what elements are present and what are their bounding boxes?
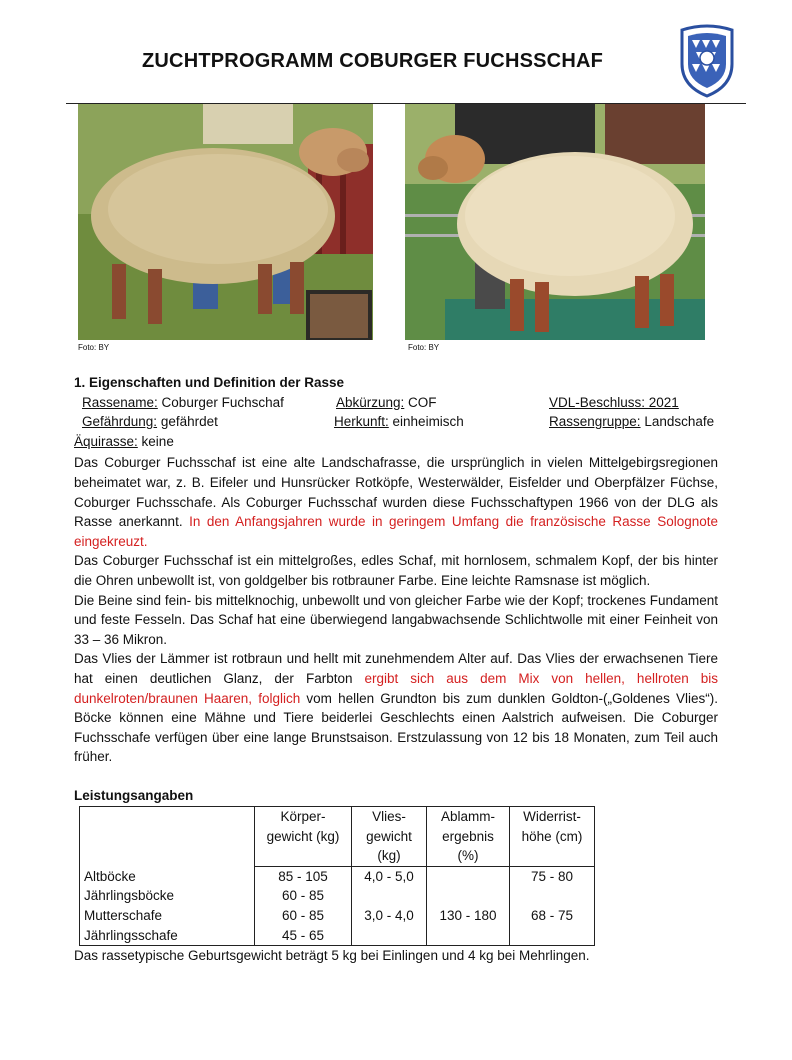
withers-height-values: 75 - 80 68 - 75 [510,866,595,945]
meta-row-1 [74,393,718,413]
table-corner-cell [80,807,255,867]
abbreviation-field: Abkürzung: COF [336,394,437,410]
bavarian-crest-logo [678,24,736,98]
sheep-photo-right [405,104,705,340]
meta-row-2 [74,412,718,432]
table-header-row [80,807,595,867]
document-body [74,373,718,966]
paragraph-2: Das Coburger Fuchsschaf ist ein mittelgroßes, edles Schaf, mit hornlosem, schmalem Kopf, der bis hinter die Ohren unbewollt ist, von goldgelber bis rotbrauner Farbe. Eine leichte Ramsnase ist möglich. [74,553,718,588]
paragraph-3: Die Beine sind fein- bis mittelknochig, unbewollt und von gleicher Farbe wie der Kopf; trockenes Fundament und feste Fesseln. Das Schaf hat eine überwiegend langabwachsende Schlichtwolle mit einer Feinheit von 33 – 36 Mikron. [74,592,718,647]
origin-field: Herkunft: einheimisch [334,414,464,430]
vdl-resolution-field: VDL-Beschluss: 2021 [549,394,679,410]
page-title: ZUCHTPROGRAMM COBURGER FUCHSSCHAF [142,50,604,72]
sheep-photo-left [78,104,373,340]
paragraph-1: Das Coburger Fuchsschaf ist eine alte Landschafrasse, die ursprünglich in vielen Mittelgebirgsregionen beheimatet war, z. B. Eifeler und Hunsrücker Rotköpfe, Westerwälder, Eisfelder und Oberpfälzer Füchse, Coburger Fuchsschafe. Als Coburger Fuchsschaf wurden diese Fuchsschaftypen 1966 von der DLG als Rasse anerkannt. In den Anfangsjahren wurde in geringem Umfang die französische Rasse Solognote eingekreuzt. [74,455,719,549]
header-withers-height: Widerrist-höhe (cm) [510,807,595,867]
header-body-weight: Körper-gewicht (kg) [255,807,352,867]
equivalent-breed-field: Äquirasse: keine [74,433,174,449]
fleece-weight-values: 4,0 - 5,0 3,0 - 4,0 [352,866,427,945]
body-weight-values: 85 - 105 60 - 85 60 - 85 45 - 65 [255,866,352,945]
section-heading: 1. Eigenschaften und Definition der Rasse [74,375,345,390]
meta-row-3 [74,432,718,452]
performance-heading: Leistungsangaben [74,788,194,804]
breed-name-field: Rassename: Coburger Fuchschaf [82,394,284,410]
header-fleece-weight: Vlies-gewicht (kg) [352,807,427,867]
breed-group-field: Rassengruppe: Landschafe [549,414,715,430]
photo-credit-left: Foto: BY [78,343,110,352]
birth-weight-note: Das rassetypische Geburtsgewicht beträgt 5 kg bei Einlingen und 4 kg bei Mehrlingen. [74,948,590,964]
performance-table [79,806,595,946]
paragraph-4: Das Vlies der Lämmer ist rotbraun und hellt mit zunehmendem Alter auf. Das Vlies der erwachsenen Tiere hat einen deutlichen Glanz, der Farbton ergibt sich aus dem Mix von hellen, hellroten bis dunkelroten/braunen Haaren, folglich vom hellen Grundton bis zum dunklen Goldton-(„Goldenes Vlies“). Böcke können eine Mähne und Tiere beiderlei Geschlechts einen Aalstrich aufweisen. Die Coburger Fuchsschafe verfügen über eine lange Brunstsaison. Erstzulassung von 12 bis 18 Monaten, zum Teil auch früher. [74,651,718,765]
endangerment-field: Gefährdung: gefährdet [82,414,218,430]
lambing-result-values: 130 - 180 [427,866,510,945]
row-labels: Altböcke Jährlingsböcke Mutterschafe Jährlingsschafe [80,866,255,945]
photo-credit-right: Foto: BY [408,343,440,352]
table-body-row [80,866,595,945]
header-lambing-result: Ablamm-ergebnis (%) [427,807,510,867]
